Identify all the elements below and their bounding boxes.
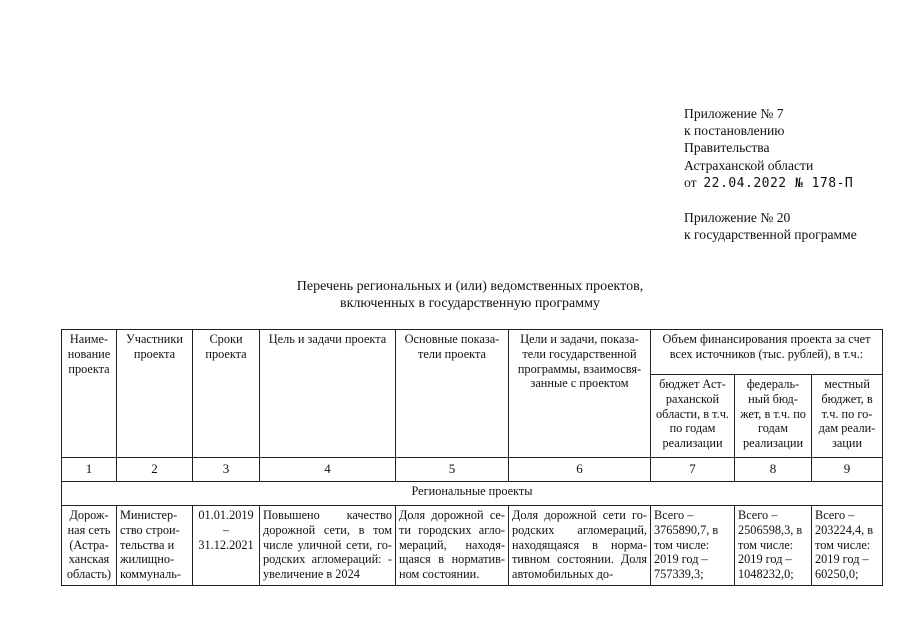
header-participants: Участники проекта (117, 330, 193, 458)
attachment-7-line: Приложение № 7 (684, 106, 784, 121)
document-title-line-2: включенных в государственную программу (340, 296, 600, 311)
column-number: 9 (812, 458, 883, 482)
term-end: 31.12.2021 (198, 537, 254, 552)
column-number: 7 (651, 458, 735, 482)
attachment-7-line: Правительства (684, 140, 770, 156)
header-local-budget: местный бюджет, в т.ч. по го-дам реали-зации (812, 375, 883, 458)
attachment-20-line: Приложение № 20 (684, 210, 791, 225)
header-federal-budget: федераль-ный бюд-жет, в т.ч. по годам реализации (735, 375, 812, 458)
section-row (62, 482, 883, 506)
header-name: Наиме-нование проекта (62, 330, 117, 458)
cell-local-budget: Всего – 203224,4, в том числе: 2019 год – 60250,0; (812, 506, 883, 586)
header-terms: Сроки проекта (193, 330, 260, 458)
document-title-line-1: Перечень региональных и (или) ведомственных проектов, (296, 279, 644, 294)
column-number: 5 (396, 458, 509, 482)
cell-federal-budget: Всего – 2506598,3, в том числе: 2019 год – 1048232,0; (735, 506, 812, 586)
header-indicators: Основные показа-тели проекта (396, 330, 509, 458)
attachment-7-block (684, 105, 853, 192)
cell-program-goals: Доля дорожной сети го-родских агломераций, находящаяся в норма-тивном состоянии. Доля автомобильных до- (509, 506, 651, 586)
projects-table (61, 329, 883, 586)
document-title (230, 278, 710, 312)
attachment-7-line: Астраханской области (684, 157, 814, 173)
cell-terms (193, 506, 260, 586)
attachment-7-line: к постановлению (684, 123, 785, 139)
term-start: 01.01.2019 (198, 508, 254, 522)
header-financing: Объем финансирования проекта за счет всех источников (тыс. рублей), в т.ч.: (651, 330, 883, 375)
attachment-20-line: к государственной программе (684, 227, 857, 243)
date-prefix: от (684, 174, 697, 190)
column-number-row (62, 458, 883, 482)
column-number: 8 (735, 458, 812, 482)
header-goal: Цель и задачи проекта (260, 330, 396, 458)
cell-participants: Министер-ство строи-тельства и жилищно-коммуналь- (117, 506, 193, 586)
column-number: 1 (62, 458, 117, 482)
header-row-1 (62, 330, 883, 375)
table-row (62, 506, 883, 586)
cell-indicators: Доля дорожной се-ти городских агло-мераций, находя-щаяся в норматив-ном состоянии. (396, 506, 509, 586)
column-number: 6 (509, 458, 651, 482)
cell-project-name: Дорож-ная сеть (Астра-ханская область) (62, 506, 117, 586)
header-regional-budget: бюджет Аст-раханской области, в т.ч. по годам реализации (651, 375, 735, 458)
attachment-20-block (684, 209, 857, 243)
header-program-goals: Цели и задачи, показа-тели государственной программы, взаимосвя-занные с проектом (509, 330, 651, 458)
column-number: 4 (260, 458, 396, 482)
column-number: 2 (117, 458, 193, 482)
cell-regional-budget: Всего – 3765890,7, в том числе: 2019 год – 757339,3; (651, 506, 735, 586)
section-title: Региональные проекты (62, 482, 883, 506)
cell-goal: Повышено качество дорожной сети, в том числе уличной сети, го-родских агломераций: - увеличение в 2024 (260, 506, 396, 586)
date-number-stamp: 22.04.2022 № 178-П (703, 175, 854, 191)
term-dash: – (222, 522, 230, 537)
attachment-7-date-line (684, 174, 853, 192)
column-number: 3 (193, 458, 260, 482)
